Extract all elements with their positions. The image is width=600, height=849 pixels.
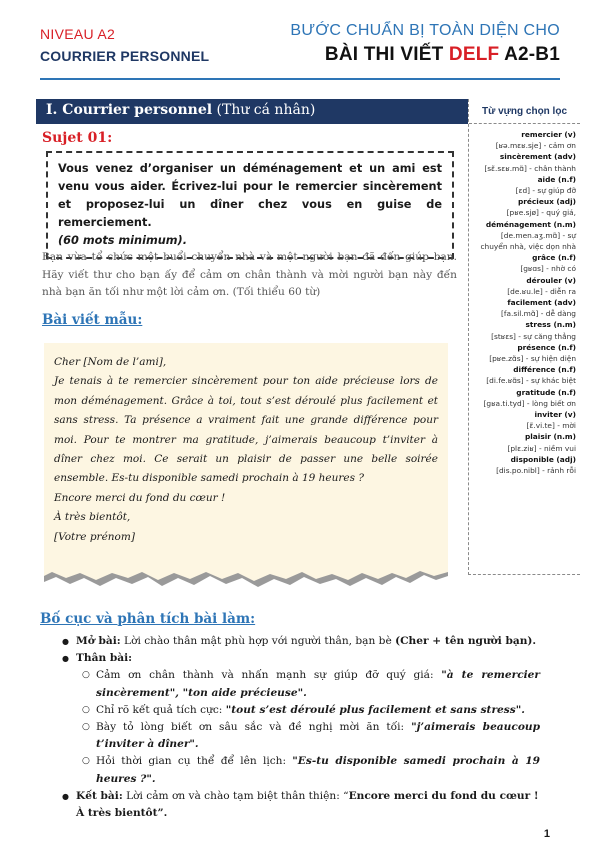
min-words: (60 mots minimum). <box>58 234 188 247</box>
vocab-item <box>475 454 576 476</box>
vocab-word: disponible (adj) <box>510 454 576 464</box>
vocab-word: présence (n.f) <box>517 342 576 352</box>
vocab-definition: [ɛd] - sự giúp đỡ <box>515 186 576 196</box>
vocab-item <box>475 297 576 319</box>
letter-closing: Encore merci du fond du cœur ! <box>54 491 226 504</box>
vocab-word: inviter (v) <box>534 410 576 420</box>
end-label: Kết bài: <box>76 789 123 802</box>
vocab-definition: [fa.sil.mɑ̃] - dễ dàng <box>501 309 576 319</box>
vocab-definition: [stʁɛs] - sự căng thẳng <box>491 331 576 341</box>
vocab-item <box>475 409 576 431</box>
analysis-sub-item <box>62 702 540 719</box>
end-text: Lời cảm ơn và chào tạm biệt thân thiện: “ <box>122 789 349 802</box>
section-title: I. Courrier personnel <box>46 102 213 118</box>
sub-quote: "Es-tu disponible samedi prochain à 19 heures ?". <box>96 755 540 785</box>
vocab-definition: [ɛ̃.vi.te] - mời <box>526 421 576 431</box>
vocab-definition: [de.ʁu.le] - diễn ra <box>507 286 576 296</box>
intro-text: Lời chào thân mật phù hợp với người thân, bạn bè <box>120 635 396 647</box>
vocab-definition: [di.fe.ʁɑ̃s] - sự khác biệt <box>486 376 576 386</box>
torn-paper-edge <box>44 566 448 590</box>
analysis-sub-item <box>62 753 540 787</box>
letter-body: Je tenais à te remercier sincèrement pour ton aide précieuse lors de mon déménagement. Grâce à toi, tout s’est déroulé plus facilement et sans stress. Ta présence a vraiment fait une grande différence pour moi. Pour te montrer ma gratitude, j’aimerais beaucoup t’inviter à dîner chez moi. Ce serait un plaisir de passer une belle soirée ensemble. Es-tu disponible samedi prochain à 19 heures ? <box>54 375 438 485</box>
sub-quote: "à te remercier sincèrement", "ton aide précieuse". <box>96 669 540 699</box>
vocab-definition: [ʁə.mɛʁ.sje] - cảm ơn <box>495 141 576 151</box>
body-label: Thân bài: <box>76 652 133 665</box>
page-number: 1 <box>543 828 550 840</box>
section-subtitle: (Thư cá nhân) <box>212 102 316 118</box>
header-right <box>290 22 560 66</box>
level-label: NIVEAU A2 <box>40 26 116 42</box>
vocab-definition: [ɡʁɑs] - nhờ có <box>520 264 576 274</box>
sujet-label: Sujet 01: <box>42 130 113 146</box>
vocab-item <box>475 196 576 218</box>
vocab-item <box>475 387 576 409</box>
vocab-word: stress (n.m) <box>525 320 576 330</box>
sub-quote: "tout s’est déroulé plus facilement et sans stress". <box>225 703 525 716</box>
intro-bold: (Cher + tên người bạn). <box>395 635 537 647</box>
header-divider <box>40 78 560 80</box>
vocab-item <box>475 151 576 173</box>
analysis-body <box>62 650 540 667</box>
section-heading <box>36 99 468 124</box>
vocab-item <box>475 275 576 297</box>
vocab-item <box>475 174 576 196</box>
sub-text: Hỏi thời gian cụ thể để lên lịch: <box>96 755 293 768</box>
vocab-definition: [pʁe.sjø] - quý giá, <box>506 208 576 218</box>
book-title <box>290 44 560 66</box>
intro-label: Mở bài: <box>76 635 121 647</box>
vocab-word: précieux (adj) <box>517 197 576 207</box>
prompt-translation: Bạn vừa tổ chức một buổi chuyển nhà và một người bạn đã đến giúp bạn. Hãy viết thư cho bạn ấy để cảm ơn chân thành và mời người bạn này đến nhà bạn ăn tối như một lời cảm ơn. (Tối thiểu 60 từ) <box>42 251 457 298</box>
vocab-title: Từ vựng chọn lọc <box>469 99 580 124</box>
sub-text: Chỉ rõ kết quả tích cực: <box>96 703 226 716</box>
letter-signature: [Votre prénom] <box>54 530 135 543</box>
vocab-word: sincèrement (adv) <box>499 152 576 162</box>
vocab-definition: [ɡʁa.ti.tyd] - lòng biết ơn <box>483 398 576 408</box>
vocab-item <box>475 364 576 386</box>
vocab-definition: [dis.po.nibl] - rảnh rỗi <box>496 466 576 476</box>
vocab-word: plaisir (n.m) <box>524 432 576 442</box>
vocab-item <box>475 431 576 453</box>
sample-letter <box>44 343 448 573</box>
letter-greeting: Cher [Nom de l’ami], <box>54 356 167 368</box>
vocab-word: grâce (n.f) <box>532 253 576 263</box>
analysis-heading: Bố cục và phân tích bài làm: <box>40 611 256 627</box>
title-prefix: BÀI THI VIẾT <box>324 44 449 65</box>
exercise-prompt-box <box>46 151 454 259</box>
vocab-definition: [pʁe.zɑ̃s] - sự hiện diện <box>489 354 576 364</box>
end-close: ”. <box>157 807 168 820</box>
vocab-definition: [de.men.aʒ.mɑ̃] - sự chuyển nhà, việc dọn nhà <box>480 230 576 252</box>
vocab-word: gratitude (n.f) <box>516 387 576 397</box>
sample-heading: Bài viết mẫu: <box>42 312 143 328</box>
vocab-item <box>475 342 576 364</box>
analysis-conclusion <box>62 788 540 822</box>
title-suffix: A2-B1 <box>499 44 560 65</box>
sub-text: Cảm ơn chân thành và nhấn mạnh sự giúp đỡ quý giá: <box>96 669 442 682</box>
prompt-text: Vous venez d’organiser un déménagement et un ami est venu vous aider. Écrivez-lui pour le remercier sincèrement et proposez-lui un dîner chez vous en guise de remerciement. <box>58 162 442 229</box>
vocab-word: facilement (adv) <box>507 298 576 308</box>
vocab-sidebar <box>468 99 580 575</box>
vocab-item <box>475 252 576 274</box>
vocab-word: déménagement (n.m) <box>485 219 576 229</box>
vocab-word: remercier (v) <box>521 130 576 139</box>
vocab-definition: [plɛ.ziʁ] - niềm vui <box>507 443 576 453</box>
title-delf: DELF <box>448 44 500 65</box>
vocab-word: aide (n.f) <box>537 174 576 184</box>
vocab-item <box>475 219 576 253</box>
analysis-sub-item <box>62 667 540 701</box>
vocab-list <box>469 124 580 476</box>
document-type: COURRIER PERSONNEL <box>40 48 210 64</box>
analysis-list <box>62 633 540 822</box>
vocab-definition: [sɛ̃.sɛʁ.mɑ̃] - chân thành <box>484 163 576 173</box>
sub-text: Bày tỏ lòng biết ơn sâu sắc và đề nghị mời ăn tối: <box>96 721 412 734</box>
vocab-item <box>475 129 576 151</box>
vocab-item <box>475 319 576 341</box>
letter-signoff: À très bientôt, <box>54 511 131 524</box>
end-quote: Encore merci du fond du cœur ! À très bientôt <box>76 789 539 820</box>
book-subtitle: BƯỚC CHUẨN BỊ TOÀN DIỆN CHO <box>290 22 560 39</box>
analysis-sub-item <box>62 719 540 753</box>
sub-quote: "j’aimerais beaucoup t’inviter à dîner". <box>96 721 540 751</box>
header-left <box>40 26 209 64</box>
vocab-word: dérouler (v) <box>526 275 576 285</box>
analysis-intro <box>62 633 540 650</box>
vocab-word: différence (n.f) <box>513 365 576 375</box>
